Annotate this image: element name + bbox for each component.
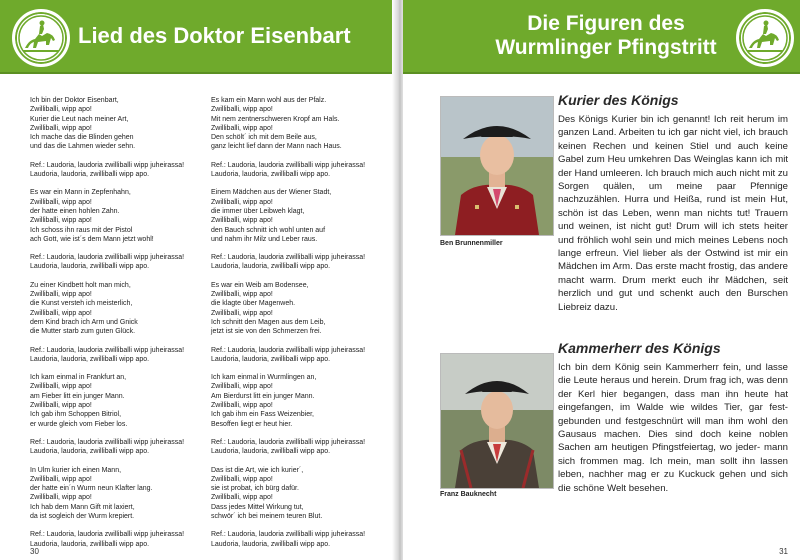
song-line: Zwilliballi, wipp apo! [211, 198, 273, 206]
song-line: Ich schnitt den Magen aus dem Leib, [211, 318, 326, 326]
song-line: Ref.: Laudoria, laudoria zwilliballi wipp juheirassa! [30, 438, 185, 446]
photo-caption: Ben Brunnenmiller [440, 240, 503, 247]
song-line: Ref.: Laudoria, laudoria zwilliballi wipp juheirassa! [30, 254, 185, 262]
song-line: Am Bierdurst litt ein junger Mann. [211, 392, 315, 400]
song-line: den Bauch schnitt ich wohl unten auf [211, 226, 326, 234]
song-refrain [30, 438, 208, 457]
song-line: Zu einer Kindbett holt man mich, [30, 281, 131, 289]
song-verse [211, 466, 391, 522]
song-refrain [211, 438, 391, 457]
song-line: Ich kam einmal in Frankfurt an, [30, 374, 127, 382]
song-refrain [211, 530, 391, 549]
horse-rider-emblem-icon [736, 9, 794, 67]
song-line: Zwilliballi, wipp apo! [30, 124, 92, 132]
song-line: Zwilliballi, wipp apo! [30, 291, 92, 299]
figure-heading: Kurier des Königs [558, 92, 679, 108]
song-verse [211, 96, 391, 152]
song-line: Zwilliballi, wipp apo! [211, 494, 273, 502]
song-line: Zwilliballi, wipp apo! [211, 291, 273, 299]
song-line: Ref.: Laudoria, laudoria zwilliballi wipp juheirassa! [211, 438, 366, 446]
portrait-photo-chamberlain [440, 353, 554, 489]
song-verse [211, 373, 391, 429]
song-line: er wurde gleich vom Fieber los. [30, 420, 128, 428]
song-line: Es kam ein Mann wohl aus der Pfalz. [211, 97, 327, 104]
song-line: Zwilliballi, wipp apo! [30, 402, 92, 410]
song-line: der hatte ein´n Wurm neun Klafter lang. [30, 485, 153, 493]
song-line: Laudoria, laudoria, zwilliballi wipp apo. [211, 263, 331, 271]
figure-text: Ich bin dem König sein Kammerherr fein, und lasse die Leute heraus und herein. Drum frag ich, was denn der Kerl hier begangen, dass man ihn heute hat eingefangen, im Walde wie wildes Tier, gar fest- gebunden und festgeschnürt will man ihm wohl den Gausaus machen. Dies sind doch keine noblen Sachen am heutigen Pfingstfeiertag, wo jeder- mann sich frommen mag. Ich mein, man sollt ihn lassen leben, nachher mag er zu Kuckuck gehen und sich die schöne Welt besehen. [558, 362, 788, 494]
song-line: Dass jedes Mittel Wirkung tut, [211, 503, 304, 511]
figure-heading: Kammerherr des Königs [558, 340, 721, 356]
song-line: Laudoria, laudoria, zwilliballi wipp apo. [211, 448, 331, 456]
song-refrain [211, 161, 391, 180]
song-line: Zwilliballi, wipp apo! [211, 402, 273, 410]
song-column-1 [30, 96, 208, 558]
song-column-2 [211, 96, 391, 558]
song-line: Zwilliballi, wipp apo! [30, 383, 92, 391]
right-title-banner [403, 0, 800, 74]
song-line: ach Gott, wie ist´s dem Mann jetzt wohl! [30, 235, 154, 243]
song-line: In Ulm kurier ich einen Mann, [30, 466, 122, 474]
song-line: Ich mache das die Blinden gehen [30, 134, 134, 142]
song-line: schwör´ ich bei meinem teuren Blut. [211, 512, 323, 520]
song-line: Zwilliballi, wipp apo! [211, 475, 273, 483]
song-line: Laudoria, laudoria, zwilliballi wipp apo. [211, 171, 331, 179]
song-refrain [211, 346, 391, 365]
song-line: Laudoria, laudoria, zwilliballi wipp apo. [30, 540, 150, 548]
song-line: die klagte über Magenweh. [211, 300, 296, 308]
song-line: am Fieber litt ein junger Mann. [30, 392, 125, 400]
song-line: Das ist die Art, wie ich kurier´, [211, 466, 304, 474]
song-line: Laudoria, laudoria, zwilliballi wipp apo. [211, 355, 331, 363]
song-verse [211, 188, 391, 244]
song-line: da ist sogleich der Wurm krepiert. [30, 512, 135, 520]
song-line: Ich gab ihm Schoppen Bitriol, [30, 411, 122, 419]
song-line: jetzt ist sie von den Schmerzen frei. [211, 328, 322, 336]
song-line: dem Kind brach ich Arm und Gnick [30, 318, 138, 326]
song-line: der hatte einen hohlen Zahn. [30, 207, 120, 215]
song-line: Laudoria, laudoria, zwilliballi wipp apo. [30, 448, 150, 456]
song-line: und das die Lahmen wieder sehn. [30, 143, 136, 151]
song-line: Ref.: Laudoria, laudoria zwilliballi wipp juheirassa! [30, 346, 185, 354]
song-refrain [211, 253, 391, 272]
song-line: Zwilliballi, wipp apo! [211, 383, 273, 391]
left-page [0, 0, 398, 560]
figure-text: Des Königs Kurier bin ich genannt! Ich reit herum im ganzen Land. Arbeiten tu ich gar nicht viel, ich brauch keinen Rechen und keinen Stiel und auch keine Gabel zum Heu umkehren Das Weinglas kann ich mit der Hand umleeren. Ich brauch mich auch nicht mit zu Sorgen quälen, um meine paar Pfennige nachzuzählen. Hurra und Heißa, rund ist mein Hut, schön ist das Leben, wenn man nichts tut! Trauern und weinen, ist nicht gut! Drum will ich stets heiter und fröhlich wohl sein und mich meines Lebens noch lange erfreun. Viel lieber als der Ostwind ist mir ein Mädchen im Arm. Das erste macht frostig, das andere macht warm. Drum merkt euch ihr Mädchen, seit herzlich und gut und schenkt auch den Burschen Liebreiz dazu. [558, 114, 788, 313]
song-line: die Mutter starb zum guten Glück. [30, 328, 136, 336]
song-line: Ich gab ihm ein Fass Weizenbier, [211, 411, 314, 419]
song-line: und nahm ihr Milz und Leber raus. [211, 235, 318, 243]
song-line: Zwilliballi, wipp apo! [30, 217, 92, 225]
song-verse [30, 96, 208, 152]
page-title-line-1: Die Figuren des [527, 12, 685, 35]
song-line: Ref.: Laudoria, laudoria zwilliballi wipp juheirassa! [211, 531, 366, 539]
song-verse [30, 188, 208, 244]
song-line: Zwilliballi, wipp apo! [211, 124, 273, 132]
song-line: Ich bin der Doktor Eisenbart, [30, 97, 119, 104]
song-line: Zwilliballi, wipp apo! [30, 475, 92, 483]
song-line: Zwilliballi, wipp apo! [30, 198, 92, 206]
song-verse [211, 281, 391, 337]
song-line: sie ist probat, ich bürg dafür. [211, 485, 299, 493]
page-title-line-2: Wurmlinger Pfingstritt [495, 36, 717, 59]
song-line: Laudoria, laudoria, zwilliballi wipp apo. [30, 263, 150, 271]
song-line: Ich hab dem Mann Gift mit laxiert, [30, 503, 135, 511]
song-line: Zwilliballi, wipp apo! [211, 309, 273, 317]
song-line: Zwilliballi, wipp apo! [30, 494, 92, 502]
song-line: Ref.: Laudoria, laudoria zwilliballi wipp juheirassa! [211, 254, 366, 262]
song-line: Zwilliballi, wipp apo! [211, 106, 273, 114]
page-number-right: 31 [779, 547, 788, 556]
song-line: Einem Mädchen aus der Wiener Stadt, [211, 189, 332, 197]
page-title: Lied des Doktor Eisenbart [78, 23, 351, 48]
song-refrain [30, 161, 208, 180]
song-line: Zwilliballi, wipp apo! [30, 309, 92, 317]
song-line: Es war ein Mann in Zepfenhahn, [30, 189, 131, 197]
song-line: Ref.: Laudoria, laudoria zwilliballi wipp juheirassa! [211, 346, 366, 354]
song-line: Laudoria, laudoria, zwilliballi wipp apo. [30, 171, 150, 179]
song-verse [30, 281, 208, 337]
song-refrain [30, 253, 208, 272]
song-verse [30, 466, 208, 522]
right-page [403, 0, 800, 560]
page-title-right [481, 12, 731, 60]
song-line: Laudoria, laudoria, zwilliballi wipp apo. [30, 355, 150, 363]
left-title-banner [0, 0, 398, 74]
song-line: Besoffen liegt er heut hier. [211, 420, 293, 428]
song-line: Es war ein Weib am Bodensee, [211, 281, 309, 289]
song-line: Den schölt´ ich mit dem Beile aus, [211, 134, 317, 142]
song-line: Ref.: Laudoria, laudoria zwilliballi wipp juheirassa! [30, 531, 185, 539]
song-line: Laudoria, laudoria, zwilliballi wipp apo. [211, 540, 331, 548]
song-line: Zwilliballi, wipp apo! [30, 106, 92, 114]
song-line: Ref.: Laudoria, laudoria zwilliballi wipp juheirassa! [30, 161, 185, 169]
song-line: Ich kam einmal in Wurmlingen an, [211, 374, 317, 382]
song-line: Mit nem zentnerschweren Kropf am Hals. [211, 115, 340, 123]
song-line: Zwilliballi, wipp apo! [211, 217, 273, 225]
song-line: die Kunst versteh ich meisterlich, [30, 300, 133, 308]
page-number-left: 30 [30, 547, 39, 556]
portrait-photo-courier [440, 96, 554, 236]
song-line: Ref.: Laudoria, laudoria zwilliballi wipp juheirassa! [211, 161, 366, 169]
song-verse [30, 373, 208, 429]
song-line: Kurier die Leut nach meiner Art, [30, 115, 129, 123]
song-line: die immer über Leibweh klagt, [211, 207, 305, 215]
song-refrain [30, 530, 208, 549]
song-line: ganz leicht lief dann der Mann nach Haus. [211, 143, 342, 151]
song-refrain [30, 346, 208, 365]
song-line: Ich schoss ihn raus mit der Pistol [30, 226, 133, 234]
horse-rider-emblem-icon [12, 9, 70, 67]
photo-caption: Franz Bauknecht [440, 491, 497, 498]
